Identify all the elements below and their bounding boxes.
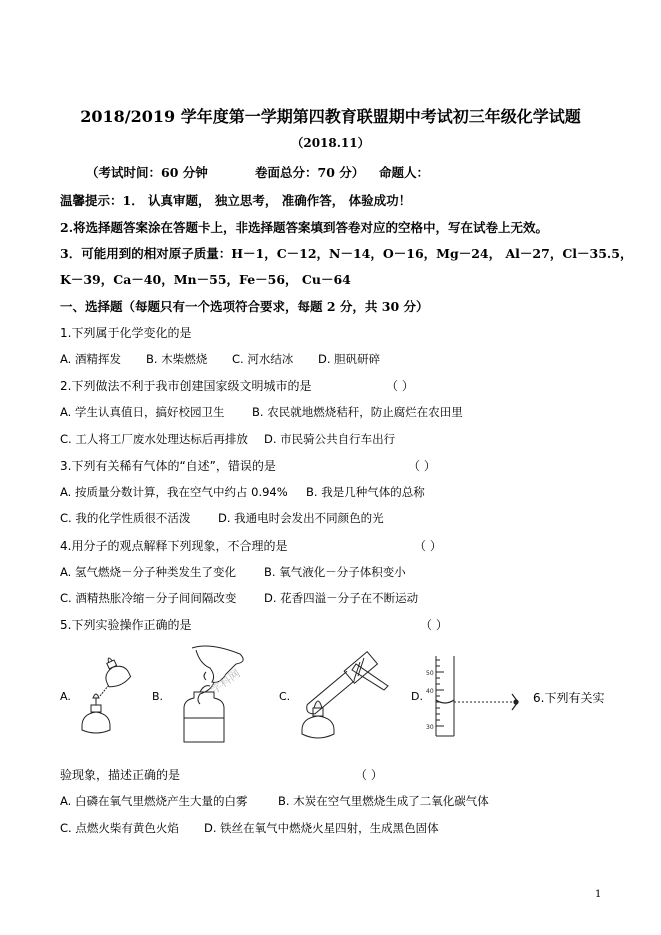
question-6-option-c: C. 点燃火柴有黄色火焰 bbox=[60, 821, 179, 835]
question-2-option-c: C. 工人将工厂废水处理达标后再排放 bbox=[60, 432, 248, 446]
question-3-answer-paren: （ ） bbox=[408, 459, 436, 473]
question-5-stem: 5.下列实验操作正确的是 bbox=[60, 618, 192, 632]
question-2-answer-paren: （ ） bbox=[386, 379, 414, 393]
figure-d-graduated-cylinder bbox=[426, 650, 546, 742]
question-4-stem: 4.用分子的观点解释下列现象，不合理的是 bbox=[60, 539, 288, 553]
cylinder-tick-40: 40 bbox=[426, 688, 434, 695]
question-6-stem-part2: 验现象，描述正确的是 bbox=[60, 768, 181, 782]
question-2-stem: 2.下列做法不利于我市创建国家级文明城市的是 bbox=[60, 379, 312, 393]
question-6-answer-paren: （ ） bbox=[355, 768, 383, 782]
question-1-stem: 1.下列属于化学变化的是 bbox=[60, 326, 192, 340]
question-1-option-c: C. 河水结冰 bbox=[232, 352, 294, 366]
page-number: 1 bbox=[595, 889, 602, 900]
question-1-option-a: A. 酒精挥发 bbox=[60, 352, 121, 366]
exam-author: 命题人： bbox=[379, 165, 430, 180]
question-6-option-b: B. 木炭在空气里燃烧生成了二氧化碳气体 bbox=[278, 794, 489, 808]
tip-line-3: 3．可能用到的相对原子质量：H－1，C－12，N－14，O－16，Mg－24， Al－27，Cl－35.5， bbox=[60, 246, 633, 261]
exam-time: （考试时间：60 分钟 bbox=[86, 165, 208, 180]
question-1-option-b: B. 木柴燃烧 bbox=[146, 352, 208, 366]
question-5-label-b: B. bbox=[152, 690, 164, 703]
question-2-option-b: B. 农民就地燃烧秸秆，防止腐烂在农田里 bbox=[252, 405, 463, 419]
figure-c-heating-tube bbox=[294, 650, 394, 744]
question-4-answer-paren: （ ） bbox=[414, 539, 442, 553]
question-5-label-a: A. bbox=[60, 690, 71, 703]
question-6-option-a: A. 白磷在氧气里燃烧产生大量的白雾 bbox=[60, 794, 248, 808]
question-2-option-a: A. 学生认真值日，搞好校园卫生 bbox=[60, 405, 225, 419]
page-title: 2018/2019 学年度第一学期第四教育联盟期中考试初三年级化学试题 bbox=[80, 107, 581, 126]
question-5-label-c: C. bbox=[279, 690, 291, 703]
question-2-option-d: D. 市民骑公共自行车出行 bbox=[264, 432, 396, 446]
section-heading: 一、选择题（每题只有一个选项符合要求，每题 2 分，共 30 分） bbox=[60, 299, 429, 314]
question-3-option-c: C. 我的化学性质很不活泼 bbox=[60, 511, 191, 525]
cylinder-tick-50: 50 bbox=[426, 670, 434, 677]
question-6-stem-part1: 6.下列有关实 bbox=[533, 691, 605, 705]
tip-line-1: 温馨提示：1． 认真审题， 独立思考， 准确作答， 体验成功！ bbox=[60, 193, 412, 208]
question-3-option-b: B. 我是几种气体的总称 bbox=[306, 485, 425, 499]
question-4-option-c: C. 酒精热胀冷缩－分子间间隔改变 bbox=[60, 591, 237, 605]
question-3-option-d: D. 我通电时会发出不同颜色的光 bbox=[218, 511, 384, 525]
question-4-option-a: A. 氢气燃烧－分子种类发生了变化 bbox=[60, 565, 236, 579]
question-4-option-b: B. 氧气液化－分子体积变小 bbox=[264, 565, 406, 579]
question-3-option-a: A. 按质量分数计算，我在空气中约占 0.94% bbox=[60, 485, 288, 499]
question-6-option-d: D. 铁丝在氧气中燃烧火星四射，生成黑色固体 bbox=[204, 821, 439, 835]
question-4-option-d: D. 花香四溢－分子在不断运动 bbox=[264, 591, 419, 605]
cylinder-tick-30: 30 bbox=[426, 724, 434, 731]
figure-b-smelling-gas bbox=[170, 642, 270, 746]
question-5-label-d: D. bbox=[411, 690, 423, 703]
figure-a-lamp-lighting bbox=[78, 656, 140, 738]
tip-line-4: K－39，Ca－40，Mn－55，Fe－56， Cu－64 bbox=[60, 272, 351, 287]
tip-line-2: 2.将选择题答案涂在答题卡上，非选择题答案填到答卷对应的空格中，写在试卷上无效。 bbox=[60, 220, 549, 235]
question-3-stem: 3.下列有关稀有气体的“自述”，错误的是 bbox=[60, 459, 276, 473]
exam-date: （2018.11） bbox=[291, 136, 370, 150]
exam-total-score: 卷面总分：70 分） bbox=[255, 165, 365, 180]
eye-icon bbox=[512, 694, 518, 710]
figure-b-watermark: 学科网 bbox=[208, 666, 243, 697]
question-5-answer-paren: （ ） bbox=[420, 618, 448, 632]
question-1-option-d: D. 胆矾研碎 bbox=[318, 352, 381, 366]
